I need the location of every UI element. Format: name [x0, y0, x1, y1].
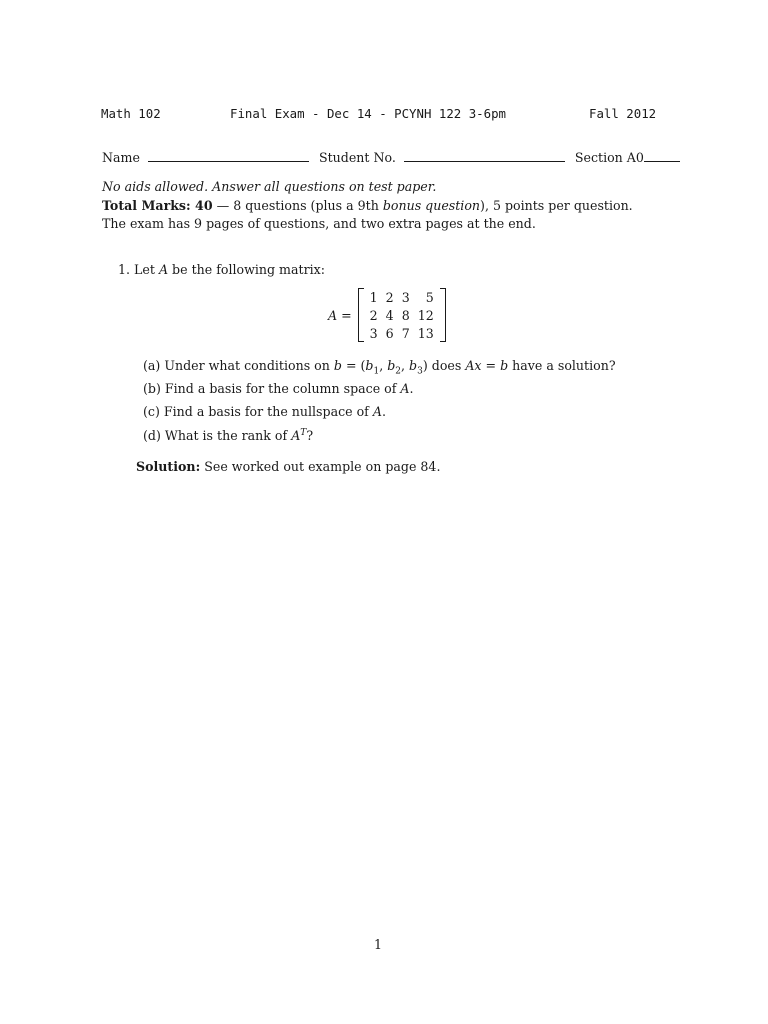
solution-text: See worked out example on page 84.: [200, 459, 441, 474]
left-bracket: [358, 288, 364, 342]
part-d: [143, 428, 313, 443]
intro-text: Let: [134, 262, 159, 277]
question-1-intro: [118, 262, 325, 277]
no-aids-note: No aids allowed. Answer all questions on test paper.: [102, 179, 437, 194]
math-text: ,: [379, 358, 388, 373]
marks-detail-2: ), 5 points per question.: [480, 198, 633, 213]
part-text: .: [409, 381, 414, 396]
matrix-row: [366, 306, 438, 324]
part-b: [143, 381, 414, 396]
part-text: have a solution?: [508, 358, 616, 373]
part-text: Under what conditions on: [164, 358, 334, 373]
solution-line: [136, 459, 440, 474]
student-no-label: Student No.: [318, 150, 396, 165]
student-no-blank[interactable]: [404, 151, 565, 162]
matrix-cell: 1: [369, 289, 378, 305]
math-var: A: [291, 428, 301, 443]
section-blank[interactable]: [644, 151, 680, 162]
matrix-table: [366, 288, 438, 342]
matrix-cell: 2: [385, 289, 394, 305]
total-marks-line: [102, 198, 633, 213]
solution-label: Solution:: [136, 459, 201, 474]
matrix-A: [328, 288, 446, 342]
math-text: =: [481, 358, 501, 373]
name-blank[interactable]: [148, 151, 309, 162]
matrix-row: [366, 324, 438, 342]
math-text: = (: [341, 358, 366, 373]
part-text: What is the rank of: [164, 428, 292, 443]
part-label: (c): [143, 404, 160, 419]
math-var: b: [500, 358, 509, 373]
bonus-question-text: bonus question: [382, 198, 481, 213]
matrix-cell: 13: [417, 325, 434, 341]
matrix-row: [366, 288, 438, 306]
matrix-cell: 6: [385, 325, 394, 341]
math-var: A: [372, 404, 382, 419]
course-label: Math 102: [101, 106, 161, 121]
math-text: ,: [401, 358, 410, 373]
part-label: (d): [143, 428, 161, 443]
pages-note: The exam has 9 pages of questions, and two extra pages at the end.: [102, 216, 536, 231]
matrix-variable: A: [158, 262, 169, 277]
matrix-cell: 3: [401, 289, 410, 305]
matrix-cell: 2: [369, 307, 378, 323]
part-text: .: [381, 404, 386, 419]
part-text: Find a basis for the column space of: [164, 381, 401, 396]
math-subscript: 1: [373, 366, 380, 377]
math-superscript: T: [300, 427, 307, 438]
page-number: 1: [374, 937, 383, 952]
math-var: A: [400, 381, 410, 396]
part-c: [143, 404, 386, 419]
part-text: ?: [306, 428, 314, 443]
matrix-cell: 8: [401, 307, 410, 323]
math-var: b: [365, 358, 374, 373]
math-subscript: 3: [417, 366, 423, 377]
marks-detail-1: — 8 questions (plus a 9th: [212, 198, 383, 213]
math-subscript: 2: [395, 366, 402, 377]
math-var: Ax: [465, 358, 482, 373]
matrix-cell: 7: [401, 325, 410, 341]
part-label: (a): [143, 358, 161, 373]
intro-text-end: be the following matrix:: [168, 262, 325, 277]
matrix-cell: 4: [385, 307, 394, 323]
term-label: Fall 2012: [589, 106, 657, 121]
question-number: 1.: [118, 262, 131, 277]
math-var: b: [387, 358, 396, 373]
math-var: b: [333, 358, 342, 373]
math-var: b: [409, 358, 418, 373]
part-text: Find a basis for the nullspace of: [163, 404, 373, 419]
part-label: (b): [143, 381, 161, 396]
matrix-cell: 12: [417, 307, 434, 323]
total-marks-label: Total Marks: 40: [102, 198, 213, 213]
section-label: Section A0: [574, 150, 644, 165]
part-text: ) does: [422, 358, 466, 373]
name-field-row: [102, 150, 680, 165]
matrix-lhs: A =: [328, 307, 352, 323]
exam-title: Final Exam - Dec 14 - PCYNH 122 3-6pm: [230, 106, 507, 121]
right-bracket: [440, 288, 446, 342]
name-label: Name: [102, 150, 140, 165]
part-a: [143, 358, 616, 377]
matrix-cell: 3: [369, 325, 378, 341]
matrix-cell: 5: [425, 289, 434, 305]
